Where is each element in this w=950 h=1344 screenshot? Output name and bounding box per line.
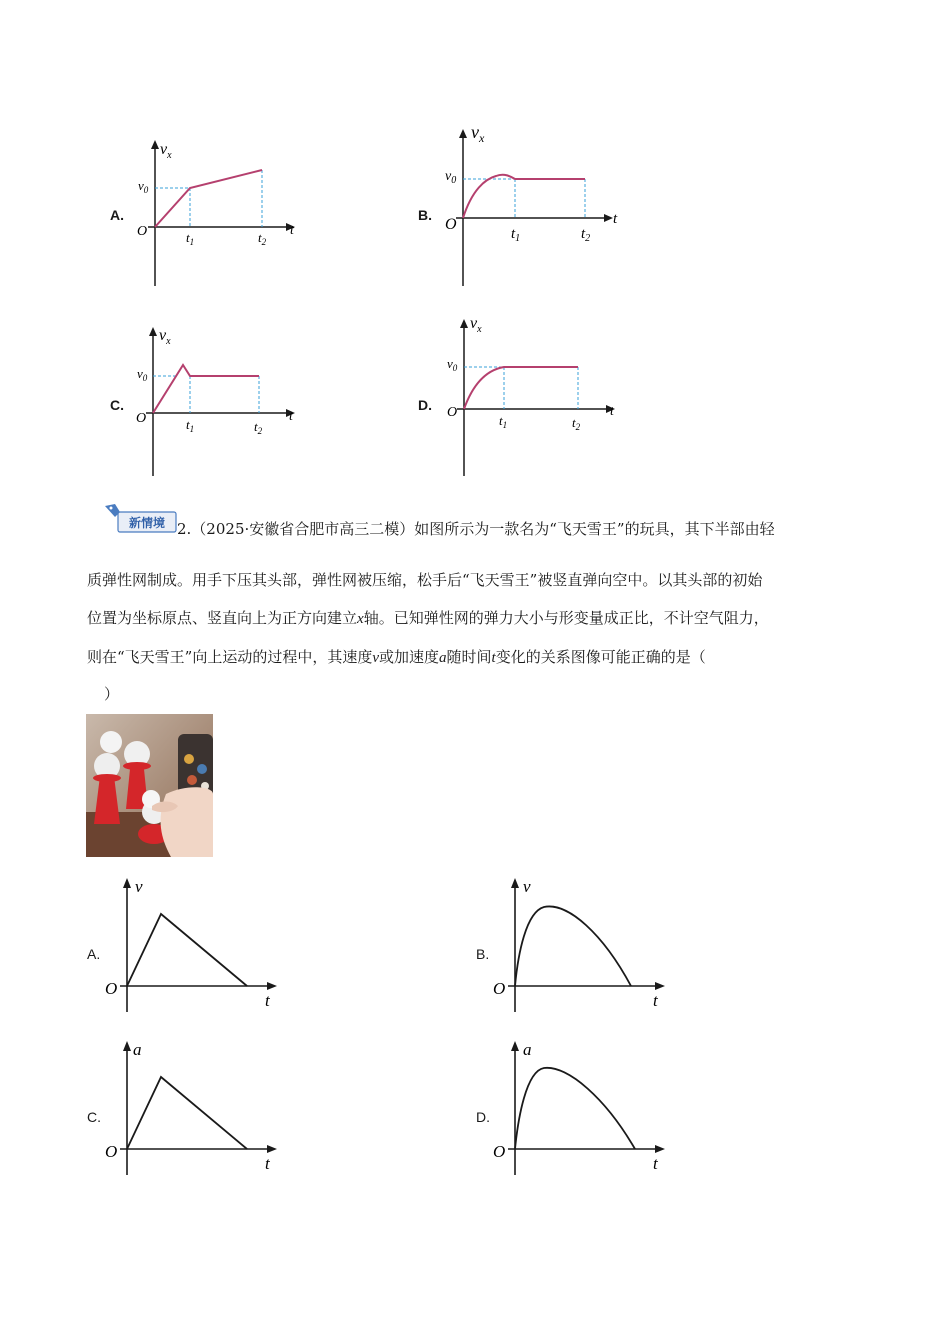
svg-text:v0: $v_0$ (445, 169, 457, 186)
svg-text:t: t (290, 223, 294, 238)
svg-text:O: O (493, 979, 506, 998)
q2-graph-c (100, 1037, 285, 1177)
q1-option-a-label: A. (110, 207, 124, 223)
y-axis-arrow (149, 327, 157, 336)
y-axis-arrow (151, 140, 159, 149)
q1-option-b-label: B. (418, 207, 432, 223)
q2-option-a-label: A. (87, 946, 101, 962)
svg-text:v: v (135, 877, 143, 896)
q2-option-d-label: D. (476, 1109, 490, 1125)
svg-text:v0: $v_0$ (447, 356, 458, 373)
question-2-line-1: 2.（2025·安徽省合肥市高三二模）如图所示为一款名为“飞天雪王”的玩具，其下半部由轻 (177, 520, 775, 538)
svg-text:O: O (136, 411, 147, 426)
question-2-line-2: 质弹性网制成。用手下压其头部，弹性网被压缩，松手后“飞天雪王”被竖直弹向空中。以其头部的初始 (87, 571, 763, 589)
svg-text:v: v (523, 877, 531, 896)
svg-text:O: O (445, 216, 457, 233)
q1-graph-d (438, 312, 623, 478)
svg-text:v0: $v_0$ (138, 178, 149, 195)
y-axis-arrow (511, 878, 519, 888)
svg-text:O: O (447, 405, 458, 420)
svg-text:O: O (493, 1142, 506, 1161)
q1-option-c-label: C. (110, 397, 124, 413)
svg-text:v0: $v_0$ (137, 366, 148, 383)
question-2-line-5: ） (104, 685, 120, 703)
svg-text:t: t (289, 409, 293, 424)
q1-option-d-label: D. (418, 397, 432, 413)
q1-graph-a (130, 138, 305, 290)
q2-graph-d (488, 1037, 673, 1177)
svg-text:新情境: 新情境 (128, 516, 166, 530)
a-curve (127, 1077, 247, 1149)
y-label: $v_x$ (159, 327, 171, 347)
svg-text:O: O (105, 979, 118, 998)
y-axis-arrow (123, 878, 131, 888)
svg-text:t: t (265, 991, 270, 1010)
svg-text:t2: $t_2$ (254, 419, 263, 436)
a-curve (515, 1068, 635, 1149)
v-curve (127, 914, 247, 986)
y-label: $v_x$ (160, 141, 172, 161)
x-axis-arrow (267, 1145, 277, 1153)
q2-option-b-label: B. (476, 946, 490, 962)
question-2-line-3: 位置为坐标原点、竖直向上为正方向建立x轴。已知弹性网的弹力大小与形变量成正比，不计空气阻力， (87, 609, 769, 627)
svg-text:t: t (265, 1154, 270, 1173)
q2-option-c-label: C. (87, 1109, 101, 1125)
new-context-badge (103, 503, 177, 533)
snow-king-toy-photo (86, 714, 213, 857)
y-label: $v_x$ (470, 315, 482, 335)
svg-text:a: a (133, 1040, 142, 1059)
svg-text:t1: $t_1$ (186, 230, 195, 247)
q2-graph-a (100, 874, 285, 1014)
vx-curve (463, 175, 585, 218)
svg-text:t2: $t_2$ (572, 415, 581, 432)
x-axis-arrow (655, 982, 665, 990)
y-axis-arrow (511, 1041, 519, 1051)
v-curve (515, 906, 631, 986)
q1-graph-b (438, 124, 623, 289)
vx-curve (464, 367, 578, 409)
svg-text:a: a (523, 1040, 532, 1059)
vx-curve (155, 170, 262, 227)
svg-text:t2: $t_2$ (258, 230, 267, 247)
svg-text:t1: $t_1$ (499, 413, 508, 430)
svg-text:O: O (137, 224, 148, 239)
y-axis-arrow (123, 1041, 131, 1051)
x-axis-arrow (604, 214, 613, 222)
svg-text:t: t (653, 991, 658, 1010)
svg-text:O: O (105, 1142, 118, 1161)
y-axis-arrow (460, 319, 468, 328)
svg-text:t2: $t_2$ (581, 226, 591, 244)
svg-text:t1: $t_1$ (511, 226, 521, 244)
svg-text:t: t (653, 1154, 658, 1173)
y-label: $v_x$ (471, 122, 485, 145)
svg-text:t: t (610, 404, 614, 419)
q2-graph-b (488, 874, 673, 1014)
svg-text:t1: $t_1$ (186, 417, 195, 434)
q1-graph-c (130, 322, 305, 478)
x-axis-arrow (267, 982, 277, 990)
svg-text:t: t (613, 211, 618, 227)
x-axis-arrow (655, 1145, 665, 1153)
vx-curve (153, 365, 259, 413)
question-2-line-4: 则在“飞天雪王”向上运动的过程中，其速度v或加速度a随时间t变化的关系图像可能正确的是（ (87, 648, 706, 666)
y-axis-arrow (459, 129, 467, 138)
